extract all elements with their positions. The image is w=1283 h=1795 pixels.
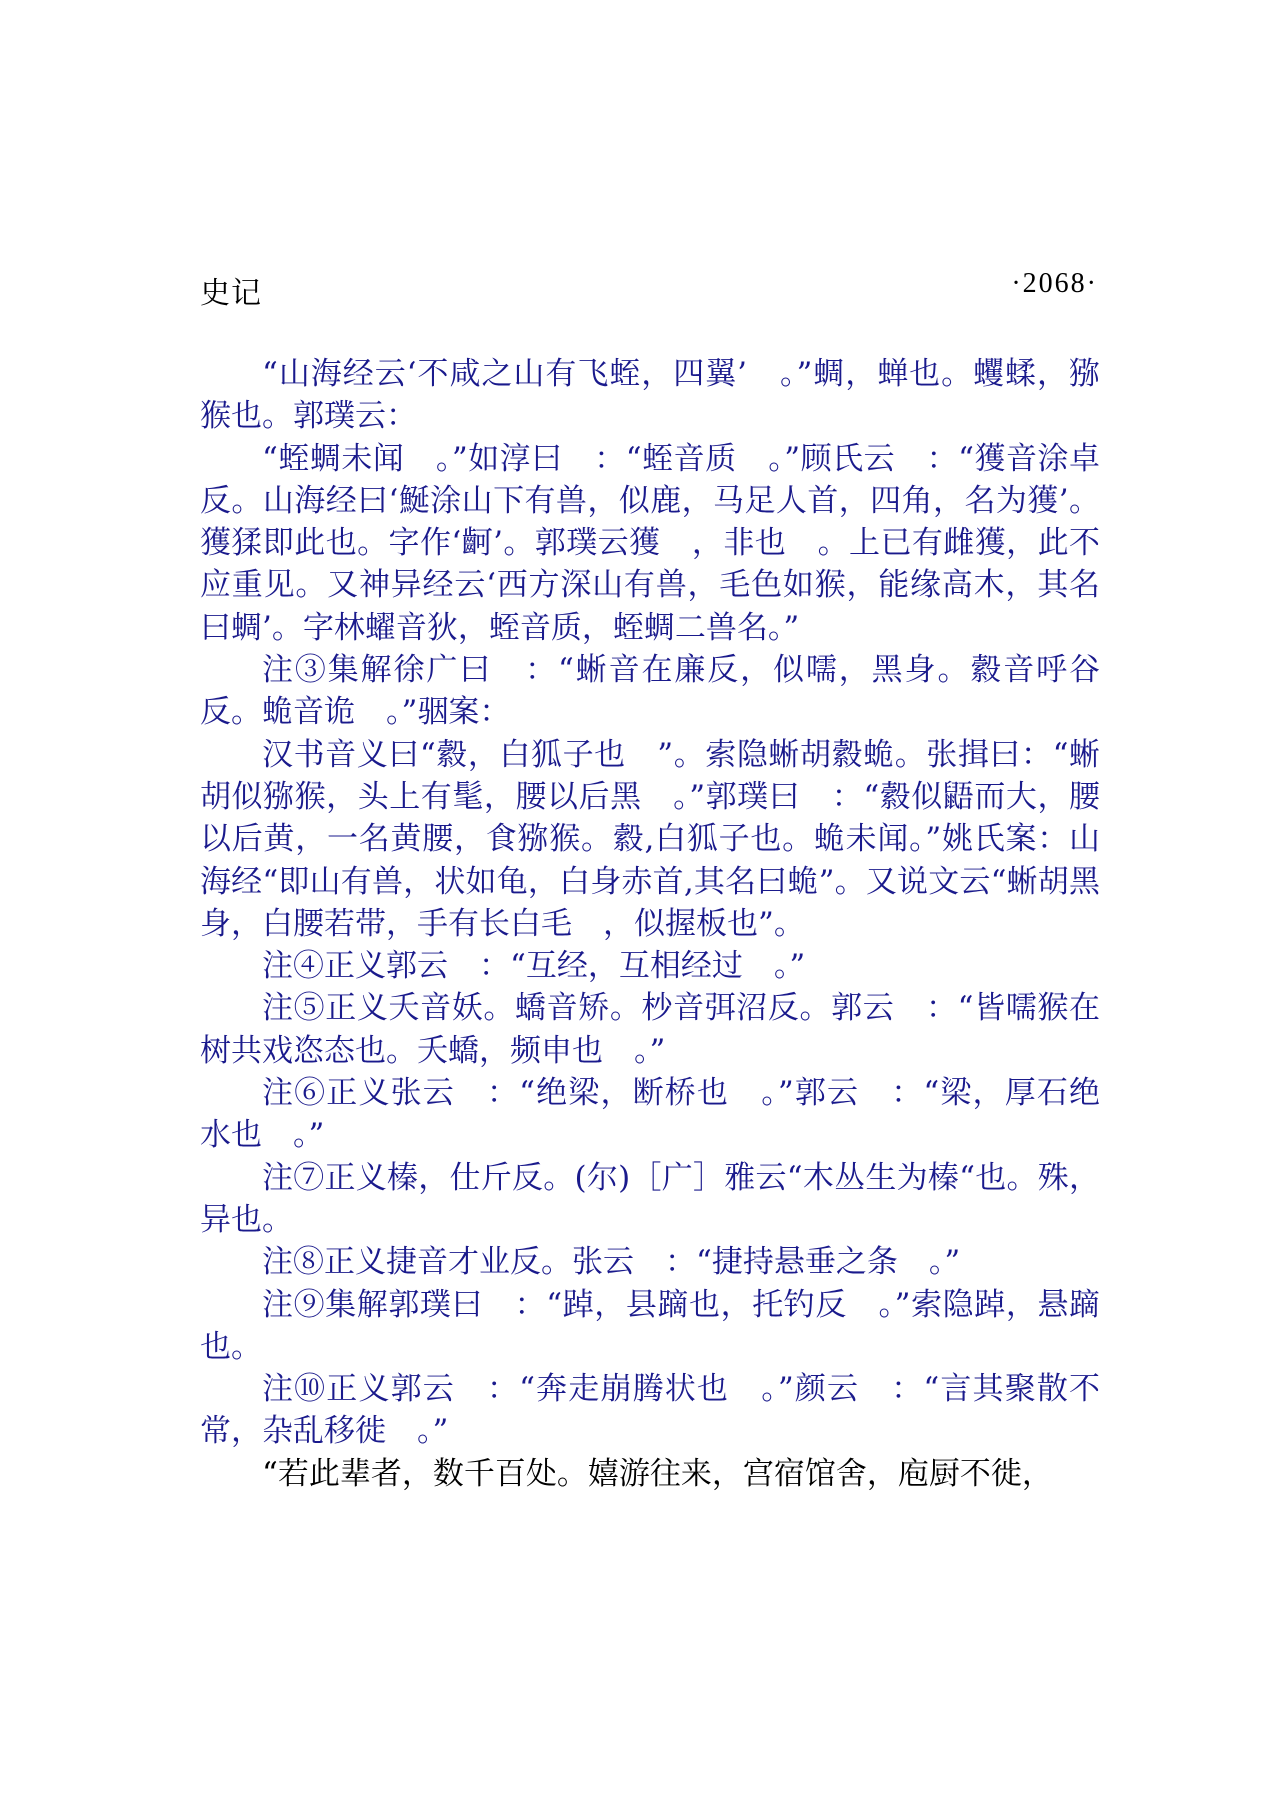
paragraph-12: “若此辈者，数千百处。嬉游往来，宫宿馆舍，庖厨不徙，	[262, 1455, 1053, 1492]
paragraph-3: 注③集解徐广曰 ：“蜥音在廉反，似嚅，黑身。縠音呼谷反。蛫音诡 。”骃案：	[200, 652, 1100, 731]
running-title: 史记	[200, 276, 262, 311]
paragraph-2: “蛭蜩未闻 。”如淳曰 ：“蛭音质 。”顾氏云 ：“獲音涂卓反。山海经曰‘鯅涂山下有兽，似鹿，马足人首，四角，名为獲’。獲猱即此也。字作‘䶗’。郭璞云獲 ，非也 。上已有雌獲，此不应重见。又神异经云‘西方深山有兽，毛色如猴，能缘高木，其名曰蜩’。字林蠗音狄，蛭音质，蛭蜩二兽名。”	[200, 440, 1100, 646]
paragraph-11: 注⑩正义郭云 ：“奔走崩腾状也 。”颜云 ：“言其聚散不常，杂乱移徙 。”	[200, 1371, 1100, 1450]
page-header	[200, 268, 1098, 311]
body-text	[200, 353, 1100, 1495]
paragraph-7: 注⑥正义张云 ：“绝梁，断桥也 。”郭云 ：“梁，厚石绝水也 。”	[200, 1075, 1100, 1154]
paragraph-10: 注⑨集解郭璞曰 ：“踔，县蹢也，托钓反 。”索隐踔，悬蹢也。	[200, 1286, 1100, 1365]
paragraph-9: 注⑧正义捷音才业反。张云 ：“捷持悬垂之条 。”	[262, 1244, 961, 1281]
paragraph-8: 注⑦正义榛，仕斤反。(尔)［广］雅云“木丛生为榛“也。殊，异也。	[200, 1159, 1100, 1238]
page-number: ·2068·	[1011, 268, 1098, 299]
paragraph-4: 汉书音义曰“縠，白狐子也 ”。索隐蜥胡縠蛫。张揖曰：“蜥胡似猕猴，头上有髦，腰以后黑 。”郭璞曰 ：“縠似鼯而大，腰以后黄，一名黄腰，食猕猴。縠,白狐子也。蛫未闻。”姚氏案：山海经“即山有兽，状如龟，白身赤首,其名曰蛫”。又说文云“蜥胡黑身，白腰若带，手有长白毛 ，似握板也”。	[200, 736, 1100, 942]
paragraph-6: 注⑤正义夭音妖。蟜音矫。杪音弭沼反。郭云 ：“皆嚅猴在树共戏恣态也。夭蟜，频申也 。”	[200, 990, 1100, 1069]
paragraph-5: 注④正义郭云 ：“互经，互相经过 。”	[262, 948, 806, 985]
paragraph-1: “山海经云‘不咸之山有飞蛭，四翼’ 。”蜩，蝉也。蠼蝚，猕猴也。郭璞云：	[200, 356, 1100, 435]
